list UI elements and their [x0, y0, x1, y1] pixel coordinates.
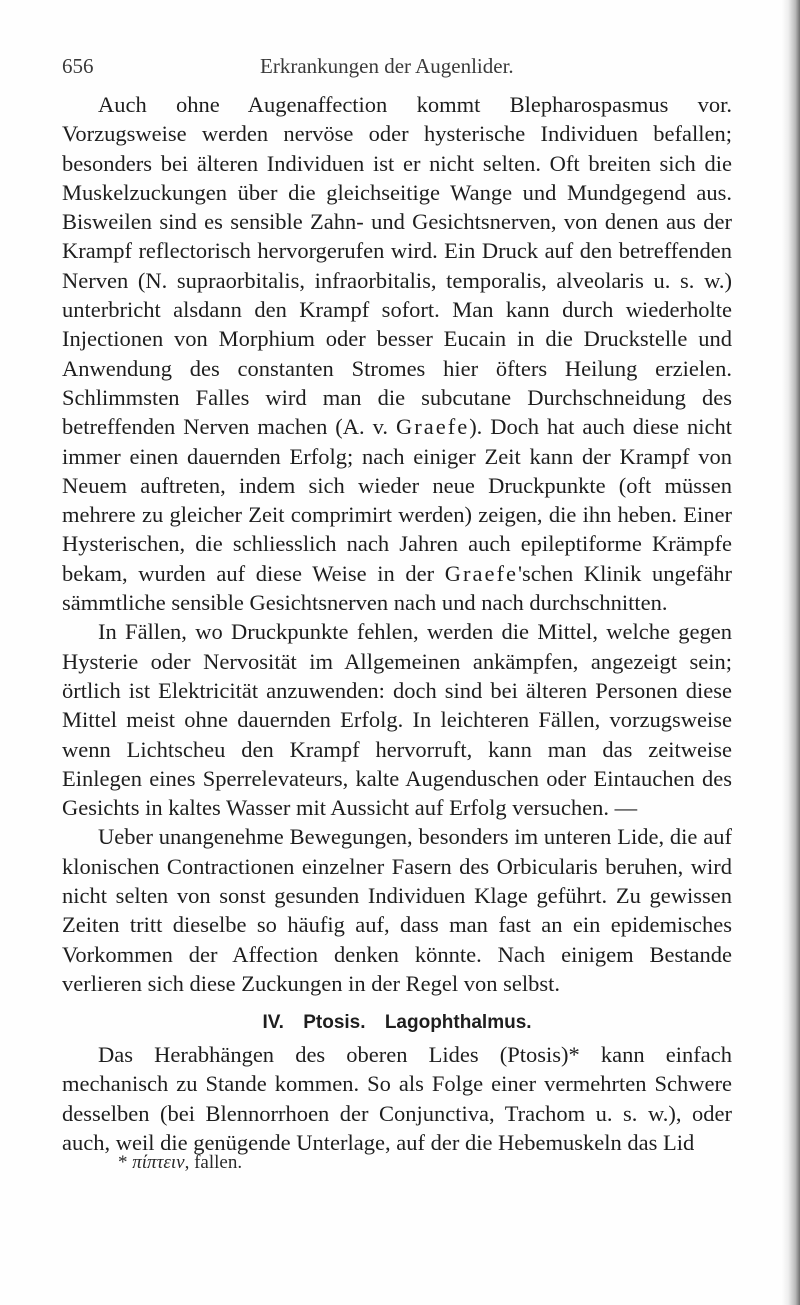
- section-title-lagophthalmus: Lagophthalmus.: [384, 1012, 532, 1033]
- author-name: Graefe: [444, 560, 518, 586]
- footnote-gloss: , fallen.: [184, 1152, 243, 1173]
- paragraph-blepharospasmus: [62, 90, 732, 617]
- running-title: Erkrankungen der Augenlider.: [260, 54, 514, 78]
- running-head: [62, 54, 732, 84]
- section-title-ptosis: Ptosis.: [303, 1012, 366, 1033]
- section-number: IV.: [262, 1012, 284, 1033]
- paragraph-text: 'schen Klinik ungefähr sämmtliche sensible Gesichtsnerven nach und nach durchschnitten.: [62, 560, 732, 616]
- paragraph-text: ). Doch hat auch diese nicht immer einen dauernden Erfolg; nach einiger Zeit kann der Krampf von Neuem auftreten, indem sich wieder neue Druckpunkte (oft müssen mehrere zu gleicher Zeit comprimirt werden) zeigen, die ihn heben. Einer Hysterischen, die schliesslich nach Jahren auch epileptiforme Krämpfe bekam, wurden auf diese Weise in der: [62, 414, 732, 586]
- paragraph-therapy: In Fällen, wo Druckpunkte fehlen, werden die Mittel, welche gegen Hysterie oder Nervosität im Allgemeinen ankämpfen, angezeigt sein; örtlich ist Elektricität anzuwenden: doch sind bei älteren Personen diese Mittel meist ohne dauernden Erfolg. In leichteren Fällen, vorzugsweise wenn Lichtscheu den Krampf hervorruft, kann man das zeitweise Einlegen eines Sperrelevateurs, kalte Augenduschen oder Eintauchen des Gesichts in kaltes Wasser mit Aussicht auf Erfolg versuchen. —: [62, 619, 732, 821]
- footnote-marker: *: [118, 1152, 128, 1173]
- body-text-upper: [62, 90, 732, 998]
- section-heading: [62, 1012, 732, 1034]
- author-name: Graefe: [395, 414, 470, 440]
- body-text-lower: [62, 1040, 732, 1157]
- paragraph-ptosis: Das Herabhängen des oberen Lides (Ptosis)* kann einfach mechanisch zu Stande kommen. So als Folge einer vermehrten Schwere desselben (bei Blennorrhoen der Conjunctiva, Trachom u. s. w.), oder auch, weil die genügende Unterlage, auf der die Hebemuskeln das Lid: [62, 1042, 732, 1155]
- page-edge-shadow: [782, 0, 800, 1305]
- footnote: [118, 1152, 242, 1174]
- paragraph-twitching: Ueber unangenehme Bewegungen, besonders im unteren Lide, die auf klonischen Contractionen einzelner Fasern des Orbicularis beruhen, wird nicht selten von sonst gesunden Individuen Klage geführt. Zu gewissen Zeiten tritt dieselbe so häufig auf, dass man fast an ein epidemisches Vorkommen der Affection denken könnte. Nach einigem Bestande verlieren sich diese Zuckungen in der Regel von selbst.: [62, 824, 732, 996]
- paragraph-text: Auch ohne Augenaffection kommt Blepharospasmus vor. Vorzugsweise werden nervöse oder hysterische Individuen befallen; besonders bei älteren Individuen ist er nicht selten. Oft breiten sich die Muskelzuckungen über die gleichseitige Wange und Mundgegend aus. Bisweilen sind es sensible Zahn- und Gesichtsnerven, von denen aus der Krampf reflectorisch hervorgerufen wird. Ein Druck auf den betreffenden Nerven (N. supraorbitalis, infraorbitalis, temporalis, alveolaris u. s. w.) unterbricht alsdann den Krampf sofort. Man kann durch wiederholte Injectionen von Morphium oder besser Eucain in die Druckstelle und Anwendung des constanten Stromes hier öfters Heilung erzielen. Schlimmsten Falles wird man die subcutane Durchschneidung des betreffenden Nerven machen (A. v.: [62, 92, 732, 440]
- footnote-greek-word: πίπτειν: [132, 1152, 185, 1173]
- page-number: 656: [62, 54, 94, 78]
